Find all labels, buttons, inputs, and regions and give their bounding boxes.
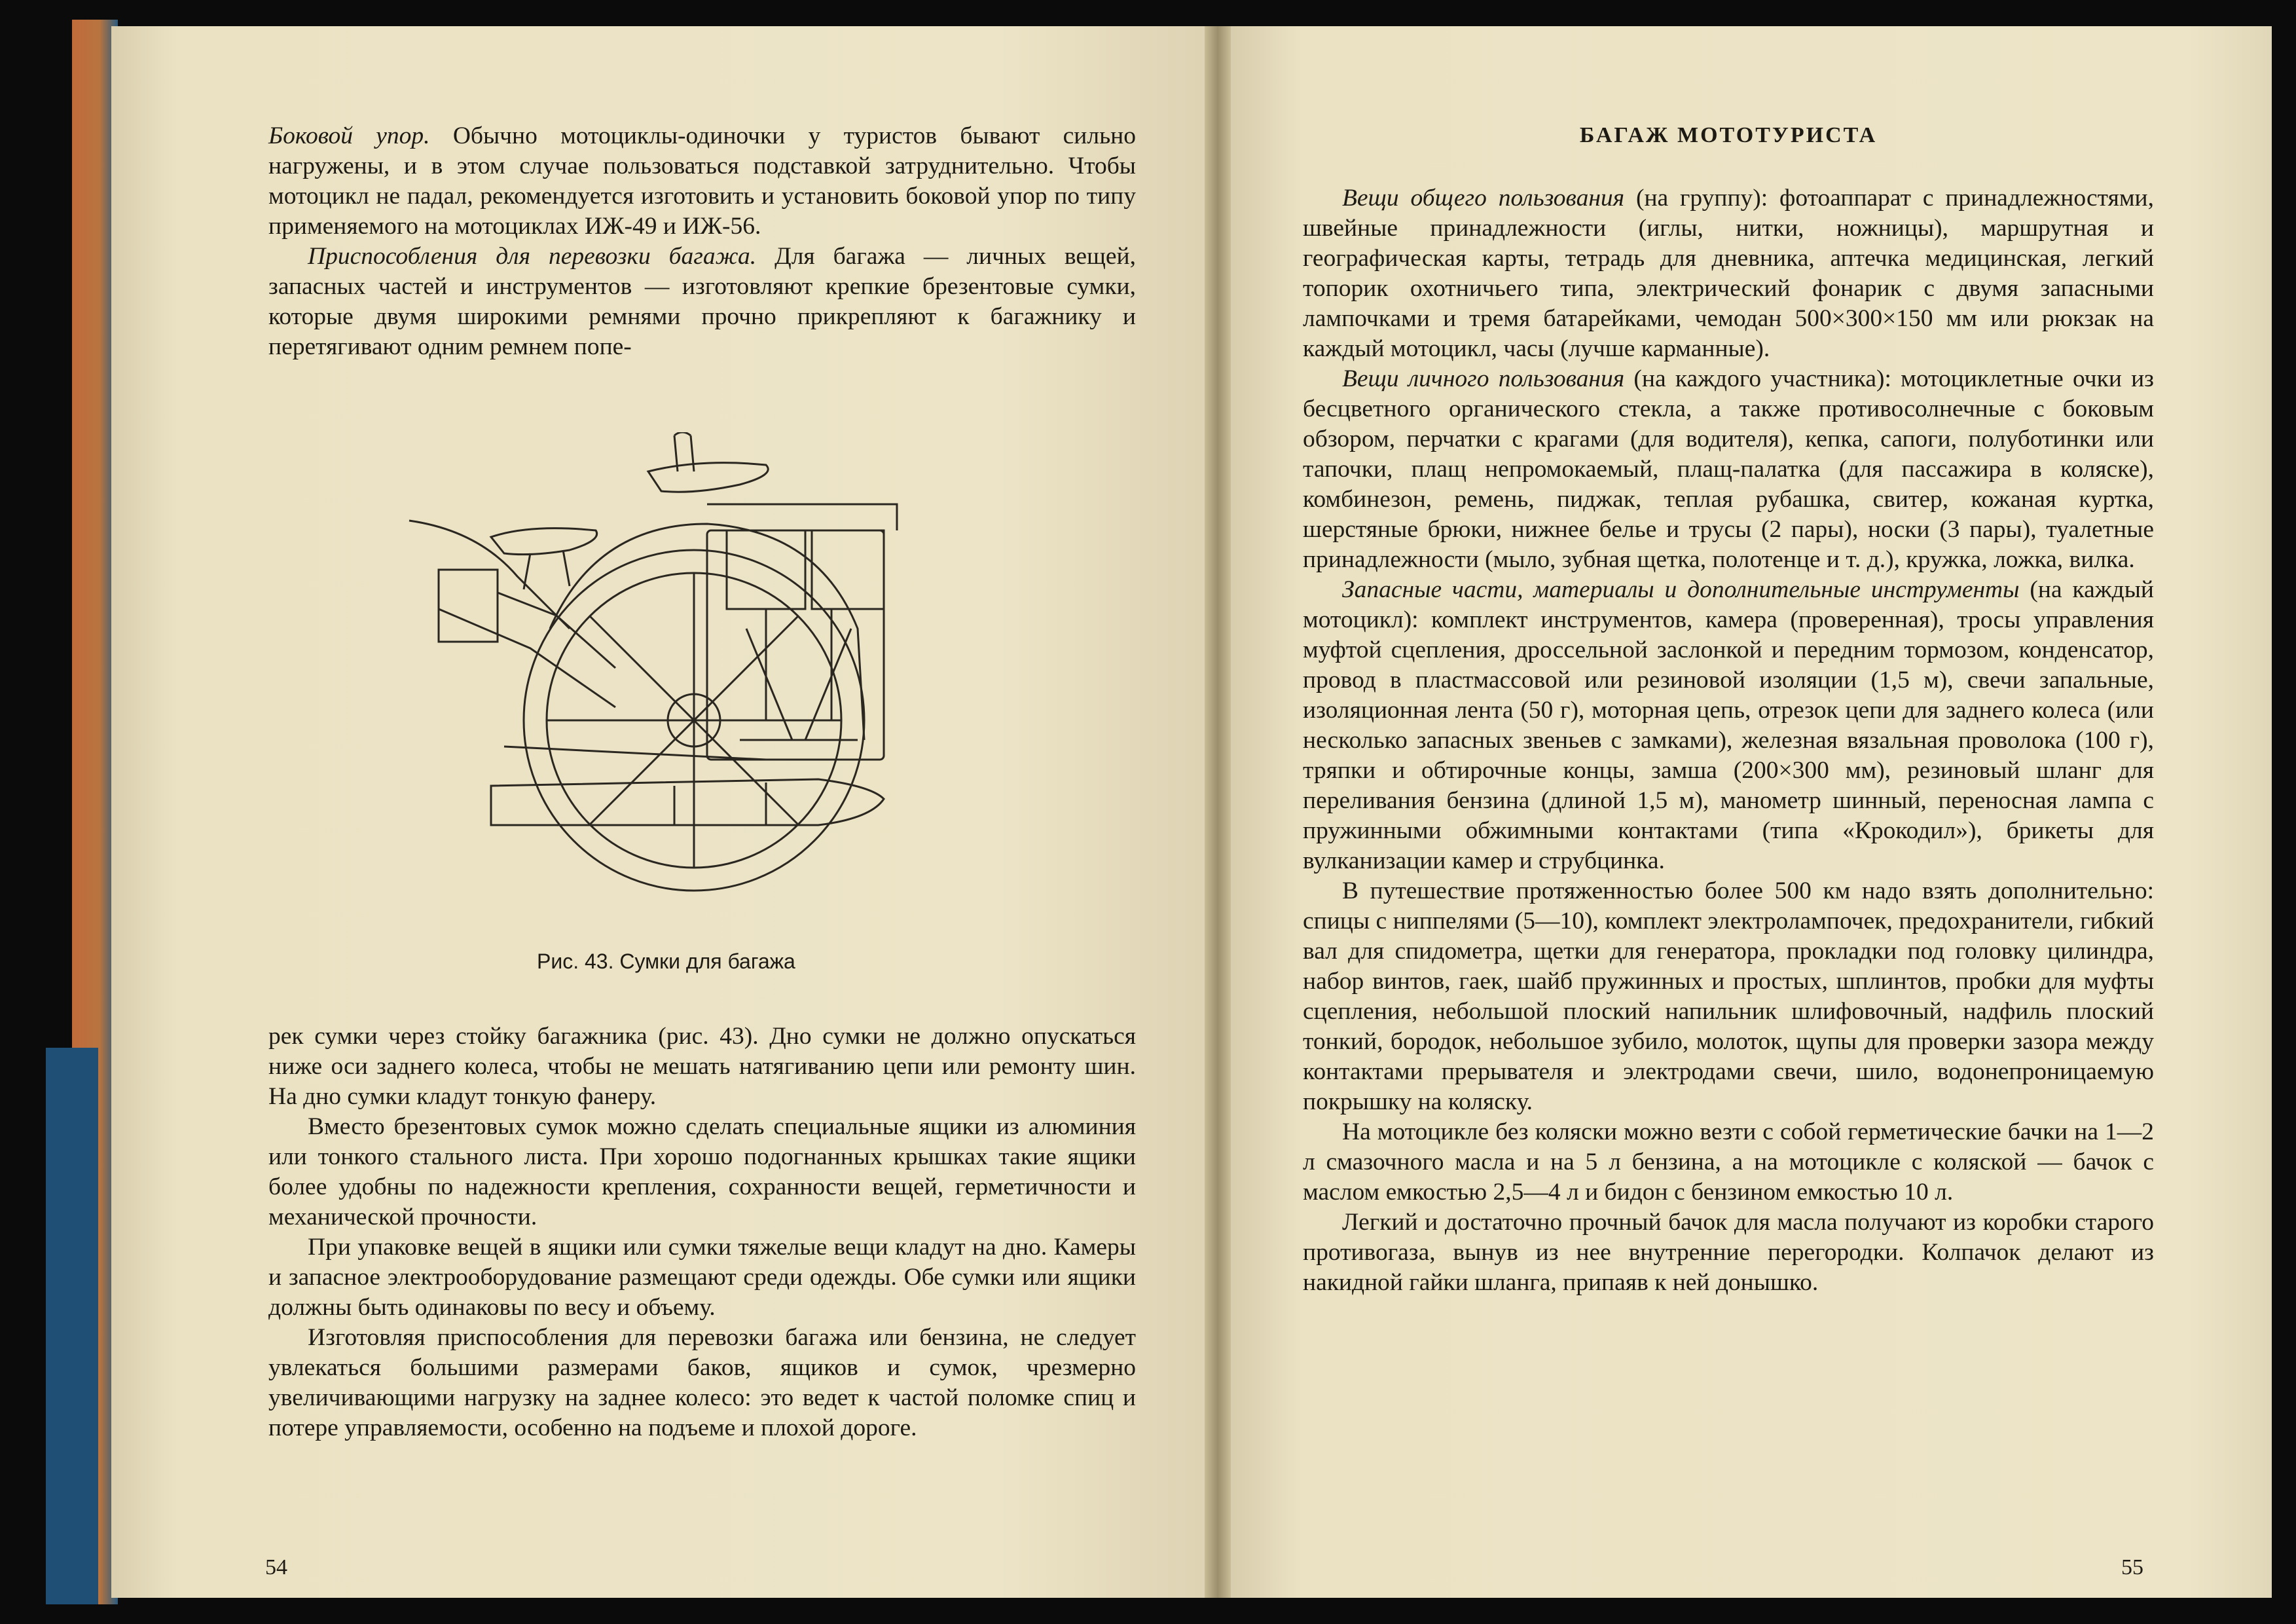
paragraph: Изготовляя приспособления для перевозки багажа или бензина, не следует увлекаться большими размерами баков, ящиков и сумок, чрезмерно увеличивающими нагрузку на заднее колесо: это ведет к частой поломке спиц и потере управляемости, особенно на подъеме и плохой дороге. (268, 1324, 1136, 1441)
paragraph (268, 242, 1136, 362)
paragraph-text: (на каждого участника): мотоциклетные очки из бесцветного органического стекла, а также противосолнечные с боковым обзором, перчатки с крагами (для водителя), кепка, сапоги, полуботинки или тапочки, плащ непромокаемый, плащ-палатка (для пассажира в коляске), комбинезон, ремень, пиджак, теплая рубашка, свитер, кожаная куртка, шерстяные брюки, нижнее белье и трусы (2 пары), носки (3 пары), туалетные принадлежности (мыло, зубная щетка, полотенце и т. д.), кружка, ложка, вилка. (1303, 365, 2154, 573)
paragraph (1303, 183, 2154, 364)
paragraph-lead: Боковой упор. (268, 122, 430, 149)
running-head: БАГАЖ МОТОТУРИСТА (1579, 123, 1878, 147)
paragraph-text: Легкий и достаточно прочный бачок для масла получают из коробки старого противогаза, вынув из нее внутренние перегородки. Колпачок делают из накидной гайки шланга, припаяв к ней донышко. (1303, 1209, 2154, 1296)
figure-caption: Рис. 43. Сумки для багажа (537, 950, 795, 973)
paragraph (1303, 876, 2154, 1117)
paragraph-text: На мотоцикле без коляски можно везти с собой герметические бачки на 1—2 л смазочного масла и на 5 л бензина, а на мотоцикле с коляской — бачок с маслом емкостью 2,5—4 л и бидон с бензином емкостью 10 л. (1303, 1118, 2154, 1206)
paragraph-text: Для багажа — личных вещей, запасных частей и инструментов — изготовляют крепкие брезентовые сумки, которые двумя широкими ремнями прочно прикрепляют к багажнику и перетягивают одним ремнем попе- (268, 243, 1136, 360)
paragraph-lead: Вещи личного пользования (1342, 365, 1625, 392)
right-page-text (1303, 183, 2154, 1298)
paragraph (268, 121, 1136, 242)
left-page-bottom-text (268, 1022, 1136, 1443)
paragraph: Вместо брезентовых сумок можно сделать специальные ящики из алюминия или тонкого стального листа. При хорошо подогнанных крышках такие ящики более удобны по надежности крепления, сохранности вещей, герметичности и механической прочности. (268, 1113, 1136, 1230)
paragraph (1303, 1208, 2154, 1298)
paragraph (1303, 364, 2154, 575)
motorcycle-luggage-illustration (399, 432, 1021, 917)
left-page-top-text (268, 121, 1136, 362)
book-cover-blue (46, 1048, 98, 1604)
page-number-right: 55 (2121, 1555, 2143, 1579)
paragraph: При упаковке вещей в ящики или сумки тяжелые вещи кладут на дно. Камеры и запасное электрооборудование размещают среди одежды. Обе сумки или ящики должны быть одинаковы по весу и объему. (268, 1234, 1136, 1321)
paragraph-text: Обычно мотоциклы-одиночки у туристов бывают сильно нагружены, и в этом случае пользоваться подставкой затруднительно. Чтобы мотоцикл не падал, рекомендуется изготовить и установить боковой упор по типу применяемого на мотоциклах ИЖ-49 и ИЖ-56. (268, 122, 1136, 240)
paragraph-lead: Запасные части, материалы и дополнительные инструменты (1342, 576, 2020, 603)
paragraph-text: В путешествие протяженностью более 500 км надо взять дополнительно: спицы с ниппелями (5—10), комплект электролампочек, предохранители, гибкий вал для спидометра, щетки для генератора, прокладки под головку цилиндра, набор винтов, гаек, шайб пружинных и простых, шплинтов, пробки для муфты сцепления, небольшой плоский напильник шлифовочный, надфиль плоский тонкий, бородок, небольшое зубило, молоток, щупы для проверки зазора между контактами прерывателя и электродами свечи, шило, водонепроницаемую покрышку на коляску. (1303, 877, 2154, 1115)
paragraph-lead: Приспособления для перевозки багажа. (308, 243, 757, 270)
paragraph (1303, 575, 2154, 876)
paragraph-text: (на каждый мотоцикл): комплект инструментов, камера (проверенная), тросы управления муфтой сцепления, дроссельной заслонкой и передним тормозом, конденсатор, провод в пластмассовой или резиновой изоляции (1,5 м), свечи запальные, изоляционная лента (50 г), моторная цепь, отрезок цепи для заднего колеса (или несколько запасных звеньев с замками), железная вязальная проволока (100 г), тряпки и обтирочные концы, замша (200×300 мм), резиновый шланг для переливания бензина (длиной 1,5 м), манометр шинный, переносная лампа с пружинными обжимными контактами (типа «Крокодил»), брикеты для вулканизации камер и струбцинка. (1303, 576, 2154, 874)
page-number-left: 54 (265, 1555, 287, 1579)
paragraph (1303, 1117, 2154, 1208)
paragraph-text: (на группу): фотоаппарат с принадлежностями, швейные принадлежности (иглы, нитки, ножницы), маршрутная и географическая карты, тетрадь для дневника, аптечка медицинская, легкий топорик охотничьего типа, электрический фонарик с двумя запасными лампочками и тремя батарейками, чемодан 500×300×150 мм или рюкзак на каждый мотоцикл, часы (лучше карманные). (1303, 185, 2155, 362)
paragraph: рек сумки через стойку багажника (рис. 43). Дно сумки не должно опускаться ниже оси заднего колеса, чтобы не мешать натягиванию цепи или ремонту шин. На дно сумки кладут тонкую фанеру. (268, 1023, 1136, 1110)
paragraph-lead: Вещи общего пользования (1342, 185, 1625, 212)
book-gutter (1205, 26, 1231, 1598)
